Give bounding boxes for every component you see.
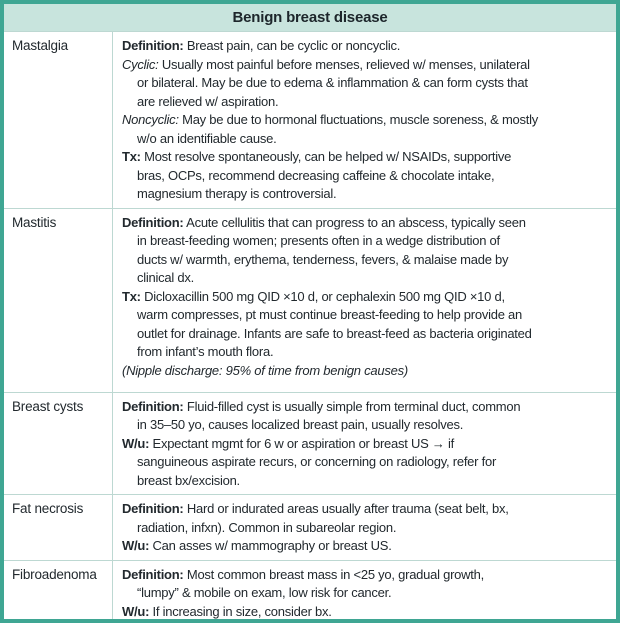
entry-definition bbox=[122, 214, 608, 288]
entry-label: Noncyclic: bbox=[122, 112, 179, 127]
entry-definition bbox=[122, 398, 608, 435]
entry-tx bbox=[122, 148, 608, 204]
entry-wu bbox=[122, 435, 608, 491]
condition-cell: Mastalgia bbox=[12, 38, 68, 53]
table-row bbox=[4, 560, 616, 623]
entry-tx bbox=[122, 288, 608, 362]
text-line: w/o an identifiable cause. bbox=[137, 130, 277, 146]
content-cell bbox=[112, 209, 616, 392]
entry-cyclic bbox=[122, 56, 608, 112]
entry-label: Definition: bbox=[122, 566, 184, 582]
table-row bbox=[4, 494, 616, 560]
content-cell bbox=[112, 561, 616, 623]
table-title: Benign breast disease bbox=[4, 4, 616, 31]
text-line: W/u: Can asses w/ mammography or breast US. bbox=[122, 538, 392, 553]
entry-note bbox=[122, 362, 608, 381]
text-line: or bilateral. May be due to edema & inflammation & can form cysts that bbox=[137, 75, 528, 90]
entry-definition bbox=[122, 37, 608, 56]
table-row bbox=[4, 208, 616, 392]
entry-label: Definition: bbox=[122, 38, 184, 53]
text-line: “lumpy” & mobile on exam, low risk for cancer. bbox=[137, 585, 392, 600]
text-line: Tx: Most resolve spontaneously, can be helped w/ NSAIDs, supportive bbox=[122, 149, 512, 164]
condition-cell: Breast cysts bbox=[12, 398, 84, 414]
content-cell bbox=[112, 32, 616, 208]
entry-label: W/u: bbox=[122, 603, 150, 619]
entry-label: W/u: bbox=[122, 435, 150, 451]
text-line: breast bx/excision. bbox=[137, 472, 240, 488]
text-line: bras, OCPs, recommend decreasing caffeine & chocolate intake, bbox=[137, 167, 495, 183]
entry-label: Definition: bbox=[122, 501, 184, 516]
condition-cell: Fibroadenoma bbox=[12, 566, 97, 582]
text-line: from infant’s mouth flora. bbox=[137, 344, 274, 359]
text-line: sanguineous aspirate recurs, or concerning on radiology, refer for bbox=[137, 454, 497, 469]
text-line: Cyclic: Usually most painful before menses, relieved w/ menses, unilateral bbox=[122, 56, 530, 72]
text-line: (Nipple discharge: 95% of time from benign causes) bbox=[122, 362, 408, 378]
content-cell bbox=[112, 393, 616, 495]
entry-wu bbox=[122, 537, 608, 556]
text-line: clinical dx. bbox=[137, 270, 194, 285]
text-line: Definition: Fluid-filled cyst is usually simple from terminal duct, common bbox=[122, 398, 521, 414]
table-row bbox=[4, 392, 616, 495]
content-cell bbox=[112, 495, 616, 560]
text-line: Noncyclic: May be due to hormonal fluctuations, muscle soreness, & mostly bbox=[122, 112, 539, 127]
table-rows bbox=[4, 31, 616, 623]
text-line: Definition: Hard or indurated areas usually after trauma (seat belt, bx, bbox=[122, 501, 509, 516]
text-line: W/u: Expectant mgmt for 6 w or aspiration or breast US → if bbox=[122, 435, 455, 451]
entry-label: Tx: bbox=[122, 288, 141, 304]
text-line: Definition: Breast pain, can be cyclic or noncyclic. bbox=[122, 38, 401, 53]
text-line: outlet for drainage. Infants are safe to breast-feed as bacteria originated bbox=[137, 325, 532, 341]
text-line: warm compresses, pt must continue breast-feeding to help provide an bbox=[137, 307, 523, 322]
entry-label: Definition: bbox=[122, 214, 184, 230]
entry-label: W/u: bbox=[122, 538, 150, 553]
text-line: Definition: Most common breast mass in <25 yo, gradual growth, bbox=[122, 566, 484, 582]
entry-definition bbox=[122, 500, 608, 537]
entry-definition bbox=[122, 566, 608, 603]
condition-cell: Mastitis bbox=[12, 214, 57, 230]
entry-noncyclic bbox=[122, 111, 608, 148]
text-line: in breast-feeding women; presents often in a wedge distribution of bbox=[137, 233, 500, 248]
entry-label: Definition: bbox=[122, 398, 184, 414]
text-line: ducts w/ warmth, erythema, tenderness, fevers, & malaise made by bbox=[137, 251, 509, 267]
text-line: are relieved w/ aspiration. bbox=[137, 93, 279, 109]
table-row bbox=[4, 31, 616, 208]
text-line: magnesium therapy is controversial. bbox=[137, 186, 337, 201]
text-line: W/u: If increasing in size, consider bx. bbox=[122, 603, 332, 619]
text-line: in 35–50 yo, causes localized breast pain, usually resolves. bbox=[137, 417, 464, 432]
entry-label: Cyclic: bbox=[122, 56, 159, 72]
condition-cell: Fat necrosis bbox=[12, 501, 84, 516]
text-line: Definition: Acute cellulitis that can progress to an abscess, typically seen bbox=[122, 214, 526, 230]
text-line: radiation, infxn). Common in subareolar region. bbox=[137, 519, 397, 535]
entry-wu bbox=[122, 603, 608, 622]
text-line: Tx: Dicloxacillin 500 mg QID ×10 d, or cephalexin 500 mg QID ×10 d, bbox=[122, 288, 505, 304]
entry-label: Tx: bbox=[122, 149, 141, 164]
